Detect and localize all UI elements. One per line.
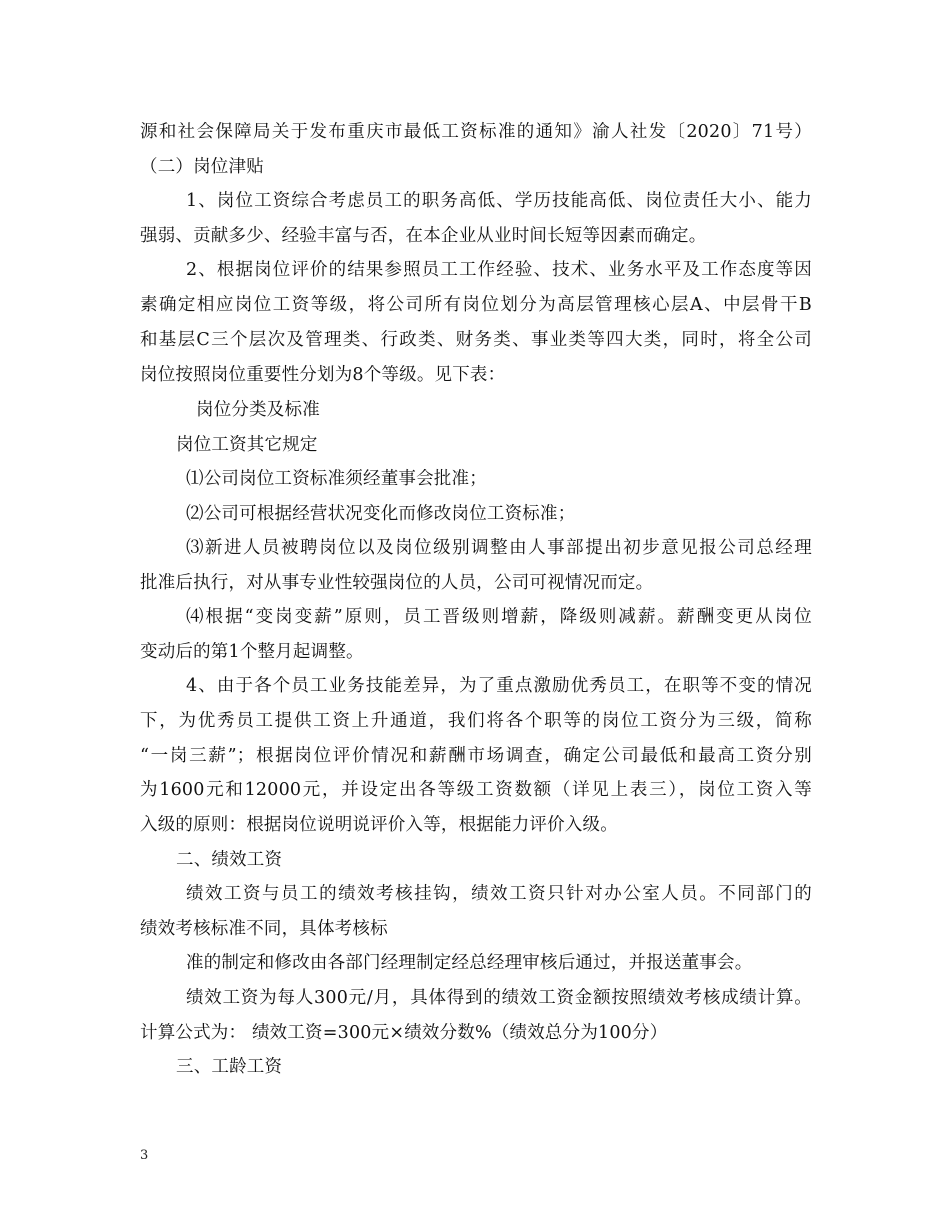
list-item: ⑶新进人员被聘岗位以及岗位级别调整由人事部提出初步意见报公司总经理 [186, 538, 812, 558]
subsection-heading: 岗位工资其它规定 [176, 435, 318, 455]
list-item: ⑵公司可根据经营状况变化而修改岗位工资标准； [186, 504, 576, 524]
text-line: “一岗三薪”；根据岗位评价情况和薪酬市场调查，确定公司最低和最高工资分别 [140, 746, 812, 766]
text-line: 入级的原则：根据岗位说明说评价入等，根据能力评价入级。 [140, 815, 618, 835]
table-caption: 岗位分类及标准 [196, 400, 320, 420]
text-line: 下，为优秀员工提供工资上升通道，我们将各个职等的岗位工资分为三级，简称 [140, 711, 812, 731]
section-heading: （二）岗位津贴 [140, 157, 264, 177]
list-item: ⑴公司岗位工资标准须经董事会批准； [186, 469, 487, 489]
text-line: 强弱、贡献多少、经验丰富与否，在本企业从业时间长短等因素而确定。 [140, 226, 707, 246]
text-line: 岗位按照岗位重要性分划为8个等级。见下表： [140, 365, 506, 385]
text-line: 绩效考核标准不同，具体考核标 [140, 919, 388, 939]
list-item: ⑷根据“变岗变薪”原则，员工晋级则增薪，降级则减薪。薪酬变更从岗位 [186, 607, 812, 627]
text-line: 源和社会保障局关于发布重庆市最低工资标准的通知》渝人社发〔2020〕71号） [140, 122, 812, 142]
text-line: 变动后的第1个整月起调整。 [140, 642, 364, 662]
section-heading: 二、绩效工资 [176, 850, 283, 870]
text-line: 素确定相应岗位工资等级，将公司所有岗位划分为高层管理核心层A、中层骨干B [140, 295, 812, 315]
text-line: 批准后执行，对从事专业性较强岗位的人员，公司可视情况而定。 [140, 573, 654, 593]
text-line: 绩效工资为每人300元/月，具体得到的绩效工资金额按照绩效考核成绩计算。 [186, 988, 812, 1008]
page-number: 3 [140, 1148, 149, 1163]
section-heading: 三、工龄工资 [176, 1057, 283, 1077]
text-line: 绩效工资与员工的绩效考核挂钩，绩效工资只针对办公室人员。不同部门的 [186, 884, 812, 904]
text-line: 4、由于各个员工业务技能差异，为了重点激励优秀员工，在职等不变的情况 [186, 676, 812, 696]
text-line: 准的制定和修改由各部门经理制定经总经理审核后通过，并报送董事会。 [186, 953, 753, 973]
text-line: 为1600元和12000元，并设定出各等级工资数额（详见上表三），岗位工资入等 [140, 780, 812, 800]
text-line: 和基层C三个层次及管理类、行政类、财务类、事业类等四大类，同时，将全公司 [140, 330, 812, 350]
formula-line: 计算公式为： 绩效工资=300元×绩效分数%（绩效总分为100分） [140, 1023, 668, 1043]
text-line: 2、根据岗位评价的结果参照员工工作经验、技术、业务水平及工作态度等因 [186, 260, 812, 280]
text-line: 1、岗位工资综合考虑员工的职务高低、学历技能高低、岗位责任大小、能力 [186, 191, 812, 211]
